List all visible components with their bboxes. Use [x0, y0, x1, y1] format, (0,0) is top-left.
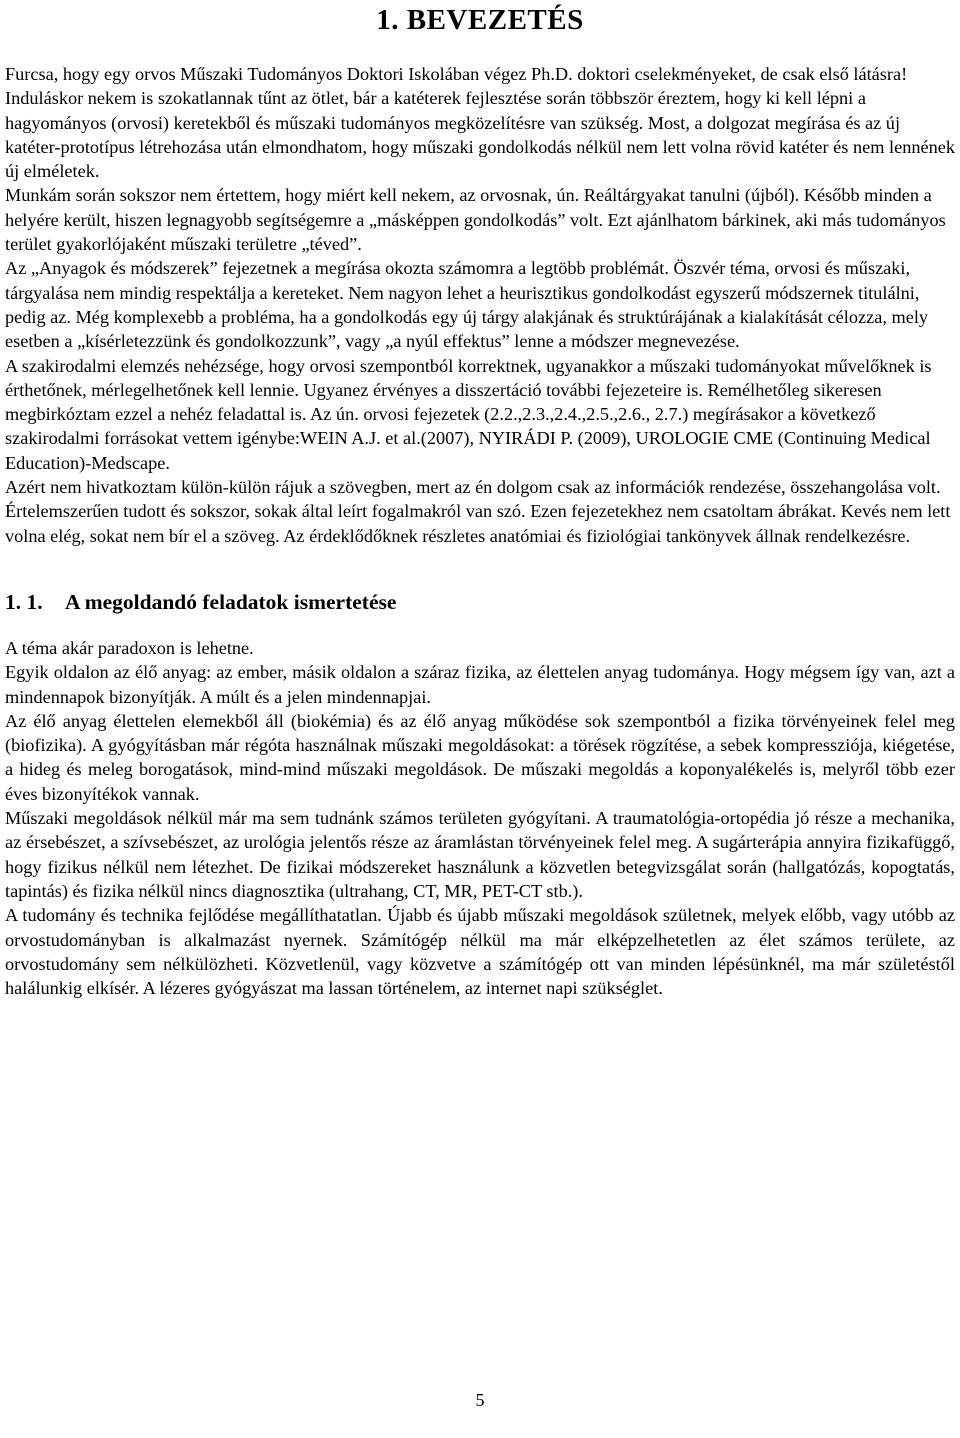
paragraph: Az élő anyag élettelen elemekből áll (biokémia) és az élő anyag működése sok szempontból a fizika törvényeinek felel meg (biofizika). A gyógyításban már régóta használnak műszaki megoldásokat: a törések rögzítése, a sebek kompressziója, kiégetése, a hideg és meleg borogatások, mind-mind műszaki megoldások. De műszaki megoldás a koponyalékelés is, melyről több ezer éves bizonyítékok vannak.	[5, 710, 955, 804]
intro-text	[5, 62, 955, 548]
paragraph: Egyik oldalon az élő anyag: az ember, másik oldalon a száraz fizika, az élettelen anyag tudománya. Hogy mégsem így van, azt a mindennapok bizonyítják. A múlt és a jelen mindennapjai.	[5, 662, 955, 707]
paragraph: A téma akár paradoxon is lehetne.	[5, 637, 254, 658]
section-title: A megoldandó feladatok ismertetése	[65, 589, 397, 614]
paragraph: Azért nem hivatkoztam külön-külön rájuk a szövegben, mert az én dolgom csak az információk rendezése, összehangolása volt. Értelemszerűen tudott és sokszor, sokak által leírt fogalmakról van szó. Ezen fejezetekhez nem csatoltam ábrákat. Kevés nem lett volna elég, sokat nem bír el a szöveg. Az érdeklődőknek részletes anatómiai és fiziológiai tankönyvek állnak rendelkezésre.	[5, 477, 951, 546]
paragraph: Az „Anyagok és módszerek” fejezetnek a megírása okozta számomra a legtöbb problémát. Öszvér téma, orvosi és műszaki, tárgyalása nem mindig respektálja a kereteket. Nem nagyon lehet a heurisztikus gondolkodást egyszerű módszernek titulálni, pedig az. Még komplexebb a probléma, ha a gondolkodás egy új tárgy alakjának és struktúrájának a kialakítását célozza, mely esetben a „kísérletezzünk és gondolkozzunk”, vagy „a nyúl effektus” lenne a módszer megnevezése.	[5, 258, 929, 352]
paragraph: A szakirodalmi elemzés nehézsége, hogy orvosi szempontból korrektnek, ugyanakkor a műszaki tudományokat művelőknek is érthetőnek, mérlegelhetőnek kell lennie. Ugyanez érvényes a disszertáció további fejezeteire is. Remélhetőleg sikeresen megbirkóztam ezzel a nehéz feladattal is. Az ún. orvosi fejezetek (2.2.,2.3.,2.4.,2.5.,2.6., 2.7.) megírásakor a következő szakirodalmi forrásokat vettem igénybe:WEIN A.J. et al.(2007), NYIRÁDI P. (2009), UROLOGIE CME (Continuing Medical Education)-Medscape.	[5, 355, 932, 473]
chapter-title: 1. BEVEZETÉS	[376, 4, 584, 36]
section-heading	[5, 588, 955, 616]
paragraph: Műszaki megoldások nélkül már ma sem tudnánk számos területen gyógyítani. A traumatológia-ortopédia jó része a mechanika, az érsebészet, a szívsebészet, az urológia jelentős része az áramlástan törvényeinek felel meg. A sugárterápia annyira fizikafüggő, hogy fizikus nélkül nem létezhet. De fizikai módszereket használunk a közvetlen betegvizsgálat során (hallgatózás, kopogtatás, tapintás) és fizika nélkül nincs diagnosztika (ultrahang, CT, MR, PET-CT stb.).	[5, 808, 955, 901]
paragraph: Induláskor nekem is szokatlannak tűnt az ötlet, bár a katéterek fejlesztése során többször éreztem, hogy ki kell lépni a hagyományos (orvosi) keretekből és műszaki tudományos megközelítésre van szükség. Most, a dolgozat megírása és az új katéter-prototípus létrehozása után elmondhatom, hogy műszaki gondolkodás nélkül nem lett volna rövid katéter és nem lennének új elméletek.	[5, 88, 955, 182]
paragraph: Furcsa, hogy egy orvos Műszaki Tudományos Doktori Iskolában végez Ph.D. doktori cselekményeket, de csak első látásra!	[5, 64, 908, 84]
section-text	[5, 636, 955, 1000]
paragraph: Munkám során sokszor nem értettem, hogy miért kell nekem, az orvosnak, ún. Reáltárgyakat tanulni (újból). Később minden a helyére került, hiszen legnagyobb segítségemre a „másképpen gondolkodás” volt. Ezt ajánlhatom bárkinek, aki más tudományos terület gyakorlójaként műszaki területre „téved”.	[5, 185, 946, 255]
section-number: 1. 1.	[5, 589, 43, 614]
document-page	[5, 0, 955, 1000]
page-number: 5	[475, 1390, 485, 1410]
paragraph: A tudomány és technika fejlődése megállíthatatlan. Újabb és újabb műszaki megoldások születnek, melyek előbb, vagy utóbb az orvostudományban is alkalmazást nyernek. Számítógép nélkül ma már elképzelhetetlen az élet számos területe, az orvostudomány sem nélkülözheti. Közvetlenül, vagy közvetve a számítógép ott van minden lépésünknél, ma már születéstől halálunkig elkísér. A lézeres gyógyászat ma lassan történelem, az internet napi szükséglet.	[5, 905, 955, 999]
